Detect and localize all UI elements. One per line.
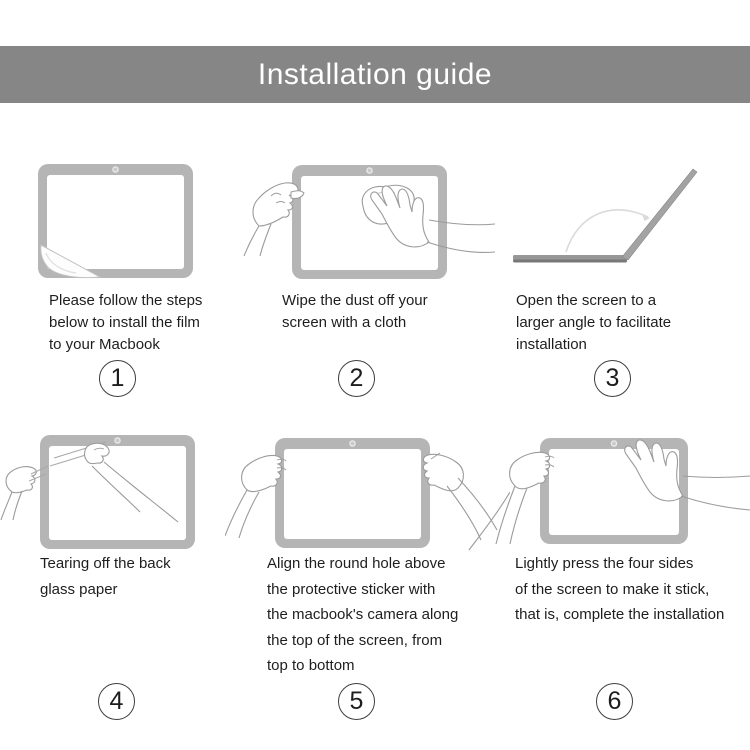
step-4-description <box>40 551 171 602</box>
step-5-description <box>267 551 458 679</box>
description-line: of the screen to make it stick, <box>515 580 710 598</box>
step-3-description <box>516 290 671 356</box>
wipe-screen-with-cloth-illustration <box>243 158 495 286</box>
step-1-description <box>49 290 202 356</box>
step-1-number-badge: 1 <box>99 360 136 397</box>
page-title: Installation guide <box>257 57 493 91</box>
step-2-number-badge: 2 <box>338 360 375 397</box>
camera-dot-icon <box>350 441 355 446</box>
tear-backing-paper-illustration <box>0 428 238 560</box>
description-line: below to install the film <box>49 314 200 331</box>
description-line: Tearing off the back <box>40 555 171 572</box>
camera-dot-icon <box>367 168 372 173</box>
header-bar <box>0 46 750 103</box>
description-line: top to bottom <box>267 657 355 674</box>
step-3-number-badge: 3 <box>594 360 631 397</box>
description-line: the macbook's camera along <box>267 606 459 623</box>
description-line: Wipe the dust off your <box>282 292 428 309</box>
film-corner-peel-illustration <box>36 161 196 281</box>
open-laptop-wide-angle-illustration <box>500 162 745 272</box>
description-line: Align the round hole above <box>267 555 446 572</box>
description-line: installation <box>516 336 587 353</box>
description-line: that is, complete the installation <box>515 606 725 623</box>
step-4-number-badge: 4 <box>98 683 135 720</box>
description-line: Open the screen to a <box>516 292 657 309</box>
description-line: the protective sticker with <box>267 580 436 598</box>
description-line: the top of the screen, from <box>267 631 443 649</box>
step-6-description <box>515 551 724 628</box>
align-camera-hole-illustration <box>225 426 510 566</box>
camera-dot-icon <box>611 441 616 446</box>
description-line: glass paper <box>40 580 118 598</box>
step-2-description <box>282 290 428 334</box>
description-line: larger angle to facilitate <box>516 314 672 331</box>
step-5-number-badge: 5 <box>338 683 375 720</box>
camera-dot-icon <box>113 167 118 172</box>
description-line: screen with a cloth <box>282 314 407 331</box>
step-6-number-badge: 6 <box>596 683 633 720</box>
camera-dot-icon <box>115 438 120 443</box>
press-four-sides-illustration <box>495 426 750 568</box>
description-line: Please follow the steps <box>49 292 203 309</box>
description-line: to your Macbook <box>49 336 160 353</box>
description-line: Lightly press the four sides <box>515 555 694 572</box>
